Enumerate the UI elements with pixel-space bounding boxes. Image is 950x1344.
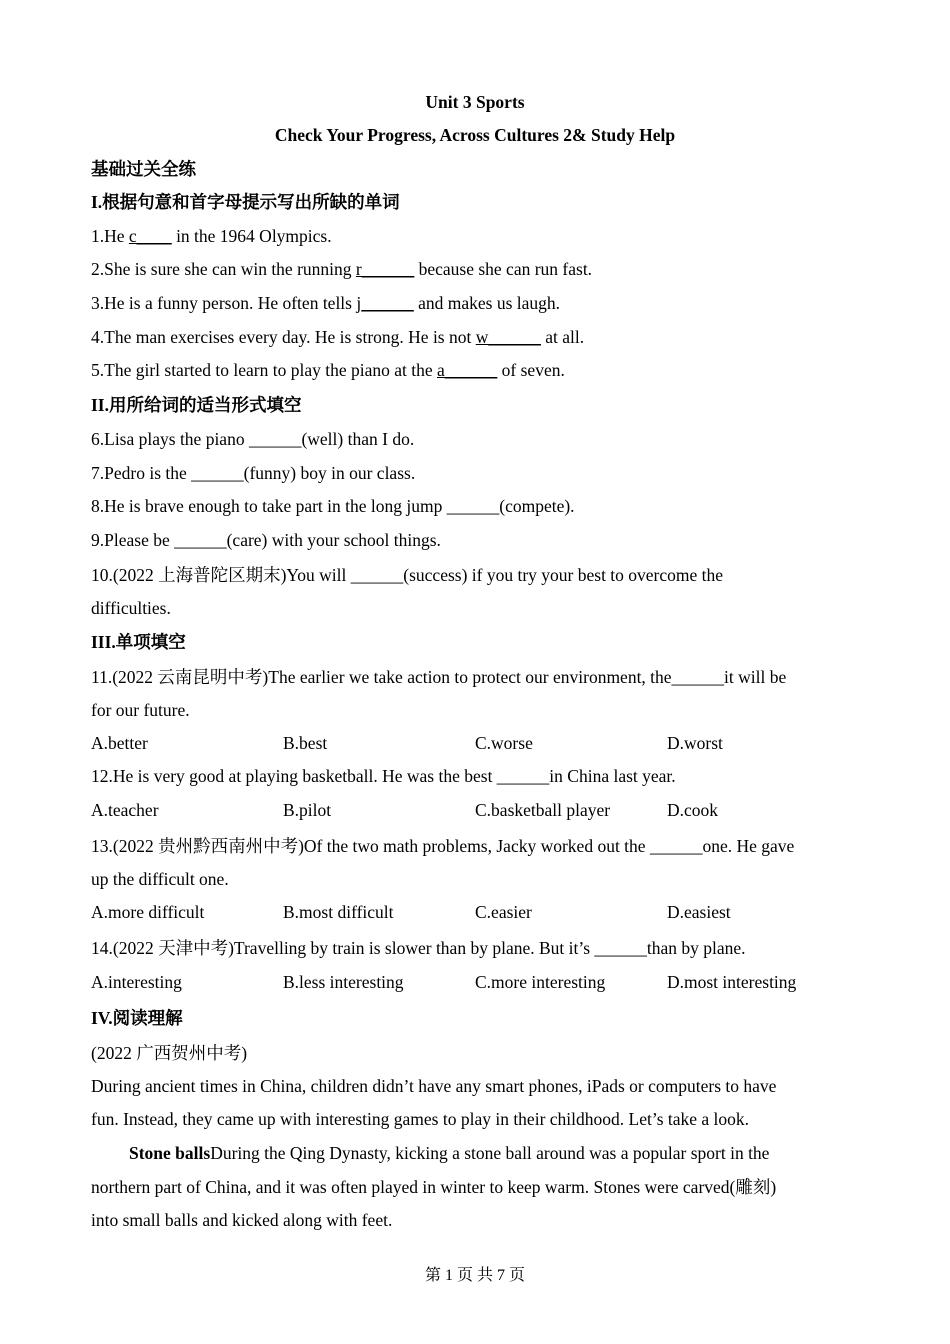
option-c[interactable]: C.more interesting xyxy=(475,972,606,992)
option-c[interactable]: C.worse xyxy=(475,733,533,753)
page-title: Unit 3 Sports xyxy=(425,92,525,112)
option-c[interactable]: C.easier xyxy=(475,902,532,922)
question-8: 8.He is brave enough to take part in the long jump ______(compete). xyxy=(91,496,575,516)
option-a[interactable]: A.interesting xyxy=(91,972,182,992)
option-a[interactable]: A.more difficult xyxy=(91,902,205,922)
section-main-heading: 基础过关全练 xyxy=(91,159,196,179)
answer-blank[interactable]: r______ xyxy=(355,259,415,279)
question-11: 11.(2022 云南昆明中考)The earlier we take action to protect our environment, the______it will be xyxy=(91,667,787,687)
question-9: 9.Please be ______(care) with your school things. xyxy=(91,530,441,550)
answer-blank[interactable]: c____ xyxy=(128,226,172,246)
section-3-heading: III.单项填空 xyxy=(91,632,186,652)
answer-blank[interactable]: w______ xyxy=(475,327,541,347)
question-12: 12.He is very good at playing basketball. He was the best ______in China last year. xyxy=(91,766,676,786)
section-1-heading: I.根据句意和首字母提示写出所缺的单词 xyxy=(91,192,400,212)
reading-paragraph-line-3: into small balls and kicked along with feet. xyxy=(91,1210,393,1230)
question-2: 2.She is sure she can win the running r______ because she can run fast. xyxy=(91,259,593,279)
section-2-heading: II.用所给词的适当形式填空 xyxy=(91,395,302,415)
question-3: 3.He is a funny person. He often tells j______ and makes us laugh. xyxy=(91,293,561,313)
question-5: 5.The girl started to learn to play the piano at the a______ of seven. xyxy=(91,360,565,380)
answer-blank[interactable]: j______ xyxy=(356,293,414,313)
question-11-continued: for our future. xyxy=(91,700,190,720)
question-13: 13.(2022 贵州黔西南州中考)Of the two math problems, Jacky worked out the ______one. He gave xyxy=(91,836,795,856)
reading-paragraph-line-2: northern part of China, and it was often played in winter to keep warm. Stones were carved(雕刻) xyxy=(91,1177,777,1197)
option-b[interactable]: B.pilot xyxy=(283,800,332,820)
option-d[interactable]: D.worst xyxy=(667,733,723,753)
paragraph-heading: Stone balls xyxy=(129,1143,211,1163)
option-b[interactable]: B.less interesting xyxy=(283,972,404,992)
option-d[interactable]: D.easiest xyxy=(667,902,731,922)
question-10: 10.(2022 上海普陀区期末)You will ______(success) if you try your best to overcome the xyxy=(91,565,724,585)
reading-paragraph-line-1: Stone ballsDuring the Qing Dynasty, kicking a stone ball around was a popular sport in the xyxy=(129,1143,770,1163)
page-footer: 第 1 页 共 7 页 xyxy=(424,1267,525,1284)
section-4-heading: IV.阅读理解 xyxy=(91,1008,183,1028)
reading-source: (2022 广西贺州中考) xyxy=(91,1043,248,1063)
page-subtitle: Check Your Progress, Across Cultures 2& Study Help xyxy=(274,125,676,145)
reading-intro-line-1: During ancient times in China, children didn’t have any smart phones, iPads or computers to have xyxy=(91,1076,777,1096)
question-13-continued: up the difficult one. xyxy=(91,869,229,889)
question-10-continued: difficulties. xyxy=(91,598,171,618)
option-b[interactable]: B.best xyxy=(283,733,328,753)
question-7: 7.Pedro is the ______(funny) boy in our class. xyxy=(91,463,416,483)
question-6: 6.Lisa plays the piano ______(well) than I do. xyxy=(91,429,415,449)
reading-intro-line-2: fun. Instead, they came up with interesting games to play in their childhood. Let’s take a look. xyxy=(91,1109,750,1129)
option-d[interactable]: D.most interesting xyxy=(667,972,797,992)
option-b[interactable]: B.most difficult xyxy=(283,902,394,922)
option-d[interactable]: D.cook xyxy=(667,800,719,820)
answer-blank[interactable]: a______ xyxy=(437,360,498,380)
option-a[interactable]: A.teacher xyxy=(91,800,159,820)
question-1: 1.He c____ in the 1964 Olympics. xyxy=(91,226,332,246)
option-c[interactable]: C.basketball player xyxy=(475,800,611,820)
question-4: 4.The man exercises every day. He is strong. He is not w______ at all. xyxy=(91,327,585,347)
question-14: 14.(2022 天津中考)Travelling by train is slower than by plane. But it’s ______than by plane. xyxy=(91,938,746,958)
option-a[interactable]: A.better xyxy=(91,733,148,753)
